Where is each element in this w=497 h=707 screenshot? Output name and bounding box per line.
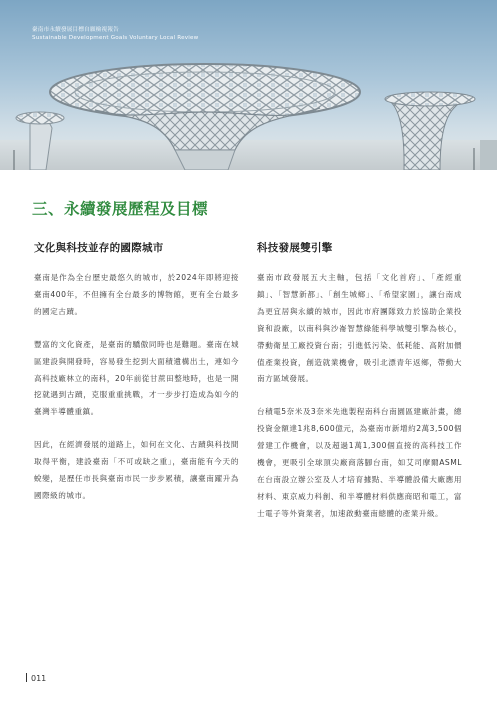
section-title: 三、永續發展歷程及目標 bbox=[32, 200, 209, 218]
left-column-heading: 文化與科技並存的國際城市 bbox=[34, 242, 164, 254]
right-column bbox=[257, 240, 462, 539]
page-number-text: 011 bbox=[31, 674, 47, 683]
hero-photo bbox=[0, 0, 497, 170]
report-header bbox=[32, 26, 198, 42]
right-column-heading: 科技發展雙引擎 bbox=[257, 242, 333, 254]
report-title-chinese: 臺南市永續發展目標自願檢視報告 bbox=[32, 27, 119, 33]
left-column bbox=[34, 240, 239, 521]
right-paragraph-2: 台積電5奈米及3奈米先進製程南科台南園區建廠計畫，總投資金額達1兆8,600億元，為臺南市新增約2萬3,500個營建工作機會，以及超過1萬1,300個直接的高科技工作機會，更吸引全球頂尖廠商落腳台南，如艾司摩爾ASML在台南設立辦公室及人才培育據點、半導體設備大廠應用材料、東京威力科創、和半導體材料供應商昭和電工，富士電子等外資業者，加速啟動臺南總體的產業升級。 bbox=[257, 407, 462, 518]
page-number-divider bbox=[26, 673, 27, 682]
left-paragraph-2: 豐富的文化資產，是臺南的驕傲同時也是難題。臺南在城區建設與開發時，容易發生挖到大面積遺構出土，連如今高科技廠林立的南科，20年前從甘蔗田整地時，也是一開挖就遇到古蹟，克服重重挑戰，才一步步打造成為如今的臺灣半導體重鎮。 bbox=[34, 339, 239, 417]
page-number bbox=[26, 673, 46, 683]
report-title-english: Sustainable Development Goals Voluntary Local Review bbox=[32, 35, 199, 41]
left-paragraph-1: 臺南是作為全台歷史最悠久的城市，於2024年即將迎接臺南400年，不但擁有全台最多的博物館，更有全台最多的國定古蹟。 bbox=[34, 273, 239, 316]
left-paragraph-3: 因此，在經濟發展的道路上，如何在文化、古蹟與科技間取得平衡，建設臺南「不可或缺之重」，臺南能有今天的蛻變，是歷任市長與臺南市民一步步累積，讓臺南躍升為國際級的城市。 bbox=[34, 440, 239, 500]
right-paragraph-1: 臺南市政發展五大主軸，包括「文化首府」、「產經重鎮」、「智慧新都」、「創生城鄉」、「希望家園」，讓台南成為更宜居與永續的城市，因此市府團隊致力於協助企業投資和設廠，以南科與沙崙智慧綠能科學城雙引擎為核心，帶動衛星工廠投資台南；引進低污染、低耗能、高附加價值產業投資，創造就業機會，吸引北漂青年返鄉，帶動大南方區域發展。 bbox=[257, 273, 462, 384]
